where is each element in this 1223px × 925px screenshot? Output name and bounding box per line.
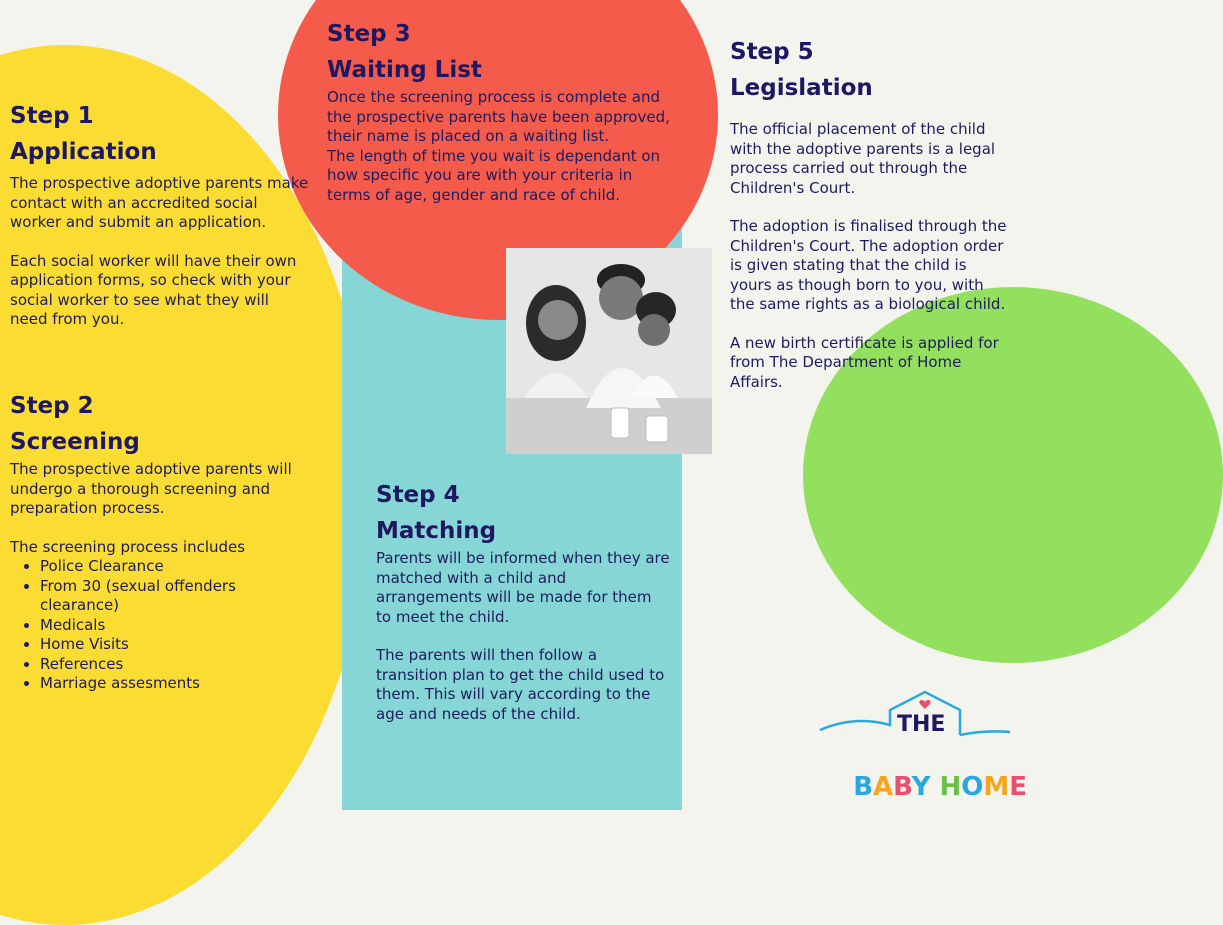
logo-letter: O: [961, 772, 984, 802]
step-1-title: Application: [10, 139, 157, 165]
step-5-paragraph-2: The adoption is finalised through the Children's Court. The adoption order is given stating that the child is yours as though born to you, with the same rights as a biological child.: [730, 217, 1007, 313]
logo-letter: H: [939, 772, 962, 802]
step-2-paragraph-2: The screening process includes: [10, 537, 246, 556]
logo-letter: Y: [911, 772, 931, 802]
step-3-paragraph-1: Once the screening process is complete and the prospective parents have been approved, their name is placed on a waiting list.: [327, 88, 670, 145]
step-5-title: Legislation: [730, 75, 873, 101]
step-2-section: [10, 388, 310, 694]
step-1-paragraph-1: The prospective adoptive parents make contact with an accredited social worker and submit an application.: [10, 174, 309, 231]
step-5-paragraph-1: The official placement of the child with the adoptive parents is a legal process carried out through the Children's Court.: [730, 120, 996, 197]
family-photo-illustration: [506, 248, 712, 454]
step-3-label: Step 3: [327, 21, 411, 47]
step-3-section: [327, 16, 677, 205]
logo-letter: A: [873, 772, 894, 802]
step-2-title: Screening: [10, 429, 140, 455]
step-4-paragraph-2: The parents will then follow a transition plan to get the child used to them. This will vary according to the age and needs of the child.: [376, 646, 665, 723]
step-4-label: Step 4: [376, 482, 460, 508]
step-4-section: [376, 477, 671, 724]
heart-icon: [919, 699, 931, 710]
checklist-item: • Police Clearance: [40, 557, 310, 577]
step-3-title: Waiting List: [327, 57, 482, 83]
step-4-title: Matching: [376, 518, 497, 544]
step-1-section: [10, 98, 310, 330]
step-1-label: Step 1: [10, 103, 94, 129]
checklist-item: • From 30 (sexual offenders clearance): [40, 577, 310, 616]
logo-letter: E: [1009, 772, 1027, 802]
step-2-label: Step 2: [10, 393, 94, 419]
checklist-item: • References: [40, 655, 310, 675]
logo-baby-home-text: [817, 742, 1027, 832]
step-5-label: Step 5: [730, 39, 814, 65]
logo-letter: B: [853, 772, 874, 802]
family-photo: [506, 248, 712, 454]
checklist-item: • Home Visits: [40, 635, 310, 655]
logo-letter: M: [983, 772, 1010, 802]
step-5-section: [730, 34, 1008, 392]
baby-home-logo: [815, 690, 1027, 802]
step-3-paragraph-2: The length of time you wait is dependant on how specific you are with your criteria in terms of age, gender and race of child.: [327, 146, 661, 204]
logo-the-text: THE: [897, 712, 946, 737]
checklist-item: • Marriage assesments: [40, 674, 310, 694]
step-2-paragraph-1: The prospective adoptive parents will undergo a thorough screening and preparation process.: [10, 460, 292, 517]
step-5-paragraph-3: A new birth certificate is applied for from The Department of Home Affairs.: [730, 333, 999, 391]
screening-checklist: [10, 557, 310, 694]
logo-letter: B: [893, 772, 912, 802]
step-1-paragraph-2: Each social worker will have their own application forms, so check with your social worker to see what they will need from you.: [10, 251, 297, 328]
checklist-item: • Medicals: [40, 616, 310, 636]
step-4-paragraph-1: Parents will be informed when they are matched with a child and arrangements will be made for them to meet the child.: [376, 549, 670, 626]
